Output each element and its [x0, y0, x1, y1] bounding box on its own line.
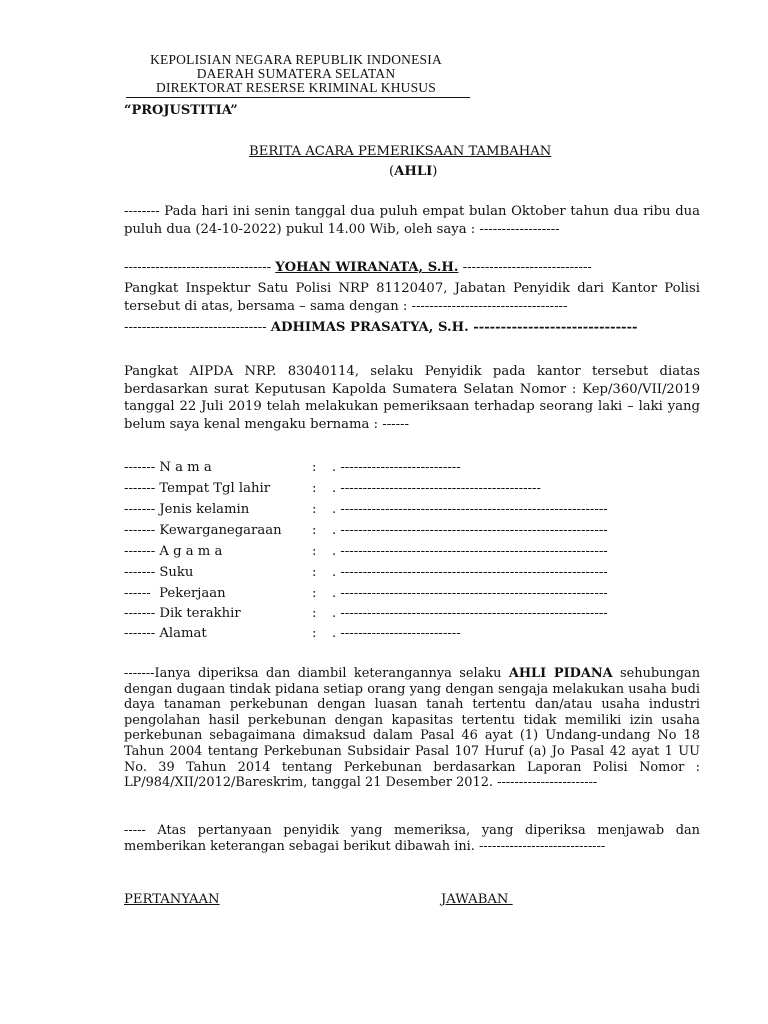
officer-2-name: ADHIMAS PRASATYA, S.H. ------------------------------	[270, 320, 638, 335]
header-line-2: DAERAH SUMATERA SELATAN	[196, 66, 396, 81]
projustitia-label: “PROJUSTITIA”	[124, 103, 238, 118]
closing-paragraph: ----- Atas pertanyaan penyidik yang memeriksa, yang diperiksa menjawab dan memberikan keterangan sebagai berikut dibawah ini. -----------------------------	[124, 823, 700, 854]
expert-role: AHLI PIDANA	[508, 666, 613, 681]
question-heading: PERTANYAAN	[124, 892, 220, 907]
officer-1-line: --------------------------------- YOHAN WIRANATA, S.H. -----------------------------	[124, 260, 592, 275]
officer-1-description: Pangkat Inspektur Satu Polisi NRP 81120407, Jabatan Penyidik dari Kantor Polisi tersebut di atas, bersama – sama dengan : -----------------------------------	[124, 281, 700, 314]
header-line-1: KEPOLISIAN NEGARA REPUBLIK INDONESIA	[150, 52, 442, 67]
officer-2-description: Pangkat AIPDA NRP. 83040114, selaku Penyidik pada kantor tersebut diatas berdasarkan surat Keputusan Kapolda Sumatera Selatan Nomor : Kep/360/VII/2019 tanggal 22 Juli 2019 telah melakukan pemeriksaan terhadap seorang laki – laki yang belum saya kenal mengaku bernama : ------	[124, 364, 700, 432]
document-subtitle: (AHLI)	[389, 164, 438, 179]
header-line-3: DIREKTORAT RESERSE KRIMINAL KHUSUS	[156, 80, 436, 95]
intro-paragraph: -------- Pada hari ini senin tanggal dua puluh empat bulan Oktober tahun dua ribu dua puluh dua (24-10-2022) pukul 14.00 Wib, oleh saya : ------------------	[124, 204, 700, 237]
document-title: BERITA ACARA PEMERIKSAAN TAMBAHAN	[249, 144, 552, 159]
examination-paragraph: -------Ianya diperiksa dan diambil keterangannya selaku AHLI PIDANA sehubungan dengan dugaan tindak pidana setiap orang yang dengan sengaja melakukan usaha budi daya tanaman perkebunan dengan luasan tanah tertentu dan/atau usaha industri pengolahan hasil perkebunan dengan kapasitas tertentu tidak memiliki izin usaha perkebunan sebagaimana dimaksud dalam Pasal 46 ayat (1) Undang-undang No 18 Tahun 2004 tentang Perkebunan Subsidair Pasal 107 Huruf (a) Jo Pasal 42 ayat 1 UU No. 39 Tahun 2014 tentang Perkebunan berdasarkan Laporan Polisi Nomor : LP/984/XII/2012/Bareskrim, tanggal 21 Desember 2012. -----------------------	[124, 666, 700, 791]
officer-2-line: -------------------------------- ADHIMAS PRASATYA, S.H. ------------------------------	[124, 320, 638, 335]
answer-heading: JAWABAN	[441, 892, 513, 907]
header-rule	[126, 97, 470, 98]
officer-1-name: YOHAN WIRANATA, S.H.	[275, 260, 459, 275]
